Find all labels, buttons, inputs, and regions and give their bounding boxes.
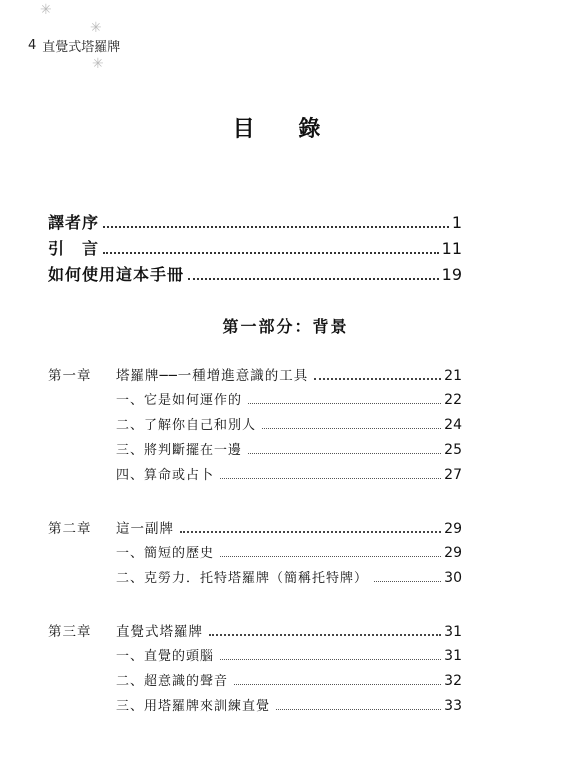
chapter-page: 29 xyxy=(444,521,462,537)
dot-leader xyxy=(374,581,441,582)
section-title: 一、簡短的歷史 xyxy=(116,546,215,561)
chapter-title: 這一副牌 xyxy=(116,521,174,537)
section-entry[interactable] xyxy=(48,670,462,695)
sparkle-decoration-icon: ✳ xyxy=(40,2,52,18)
chapter-number: 第一章 xyxy=(48,368,92,384)
dot-leader xyxy=(220,556,441,557)
section-page: 27 xyxy=(444,467,462,483)
dot-leader xyxy=(220,659,441,660)
chapter-block xyxy=(48,620,462,720)
page-title: 目 錄 xyxy=(232,117,339,142)
part-title: 第一部分：背景 xyxy=(222,317,349,336)
chapter-number: 第二章 xyxy=(48,521,92,537)
page-number: 4 xyxy=(28,38,37,53)
toc-entry-page: 11 xyxy=(441,239,462,258)
chapter-number: 第三章 xyxy=(48,624,92,640)
dot-leader xyxy=(180,531,441,533)
section-page: 31 xyxy=(444,648,462,664)
section-title: 一、它是如何運作的 xyxy=(116,393,243,408)
dot-leader xyxy=(314,378,441,380)
toc-entry-label: 引 言 xyxy=(48,239,100,258)
sparkle-decoration-icon: ✳ xyxy=(90,20,102,36)
section-entry[interactable] xyxy=(48,567,462,592)
section-entry[interactable] xyxy=(48,389,462,414)
dot-leader xyxy=(103,226,449,228)
dot-leader xyxy=(248,453,441,454)
sparkle-decoration-icon: ✳ xyxy=(92,56,104,72)
toc-entry-label: 譯者序 xyxy=(48,213,100,232)
chapter-title: 塔羅牌──一種增進意識的工具 xyxy=(116,368,309,384)
section-title: 四、算命或占卜 xyxy=(116,468,215,483)
section-title: 二、超意識的聲音 xyxy=(116,674,229,689)
toc-entry[interactable] xyxy=(48,236,462,262)
chapter-page: 31 xyxy=(444,624,462,640)
section-entry[interactable] xyxy=(48,645,462,670)
section-entry[interactable] xyxy=(48,695,462,720)
chapter-block xyxy=(48,517,462,592)
running-header xyxy=(28,36,120,55)
section-title: 二、了解你自己和別人 xyxy=(116,418,257,433)
book-title: 直覺式塔羅牌 xyxy=(42,40,121,55)
dot-leader xyxy=(262,428,441,429)
toc-entry-label: 如何使用這本手冊 xyxy=(48,265,185,284)
section-title: 三、用塔羅牌來訓練直覺 xyxy=(116,699,271,714)
section-page: 30 xyxy=(444,570,462,586)
toc-entry-page: 1 xyxy=(451,213,462,232)
chapter-entry[interactable] xyxy=(48,364,462,389)
section-title: 二、克勞力．托特塔羅牌（簡稱托特牌） xyxy=(116,571,369,586)
dot-leader xyxy=(188,278,439,280)
chapter-page: 21 xyxy=(444,368,462,384)
section-entry[interactable] xyxy=(48,439,462,464)
section-page: 32 xyxy=(444,673,462,689)
section-page: 22 xyxy=(444,392,462,408)
section-entry[interactable] xyxy=(48,414,462,439)
chapter-block xyxy=(48,364,462,489)
toc-entry-page: 19 xyxy=(441,265,462,284)
chapter-entry[interactable] xyxy=(48,620,462,645)
section-entry[interactable] xyxy=(48,464,462,489)
section-page: 33 xyxy=(444,698,462,714)
section-entry[interactable] xyxy=(48,542,462,567)
section-page: 24 xyxy=(444,417,462,433)
toc-entry[interactable] xyxy=(48,262,462,288)
front-matter-list xyxy=(48,210,462,288)
toc-entry[interactable] xyxy=(48,210,462,236)
chapter-title: 直覺式塔羅牌 xyxy=(116,624,203,640)
section-title: 三、將判斷擺在一邊 xyxy=(116,443,243,458)
dot-leader xyxy=(234,684,441,685)
section-page: 25 xyxy=(444,442,462,458)
section-page: 29 xyxy=(444,545,462,561)
dot-leader xyxy=(248,403,441,404)
dot-leader xyxy=(276,709,441,710)
dot-leader xyxy=(209,634,441,636)
dot-leader xyxy=(220,478,441,479)
section-title: 一、直覺的頭腦 xyxy=(116,649,215,664)
dot-leader xyxy=(103,252,439,254)
chapter-entry[interactable] xyxy=(48,517,462,542)
